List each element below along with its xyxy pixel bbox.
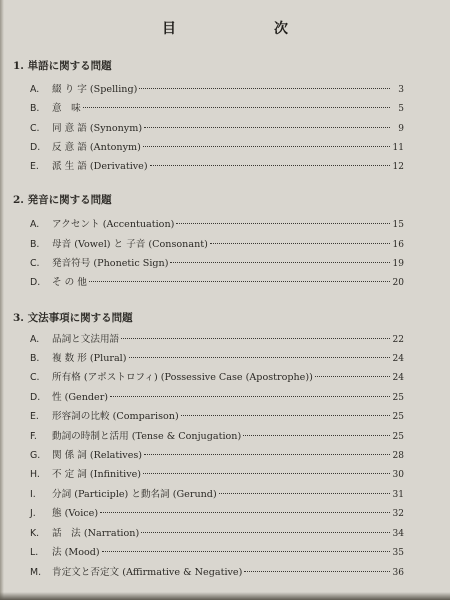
entry-page-number: 25: [392, 432, 404, 442]
leader-dots: [210, 235, 390, 244]
leader-dots: [144, 119, 390, 128]
entry-page-number: 24: [392, 354, 404, 364]
entry-title: 形容詞の比較 (Comparison): [52, 411, 179, 422]
toc-entry: [30, 158, 404, 172]
page-edge-shadow: [0, 0, 4, 600]
toc-entry: [30, 100, 404, 114]
entry-letter: L.: [30, 547, 39, 558]
entry-title: 関 係 詞 (Relatives): [52, 450, 143, 461]
entry-page-number: 25: [392, 412, 404, 422]
leader-dots: [129, 349, 391, 358]
entry-title: 品詞と文法用語: [52, 334, 120, 345]
entry-letter: E.: [30, 161, 39, 172]
entry-page-number: 5: [398, 104, 404, 114]
leader-dots: [83, 99, 390, 108]
leader-dots: [170, 254, 390, 263]
entry-title: 派 生 語 (Derivative): [52, 161, 148, 172]
toc-entry: [30, 274, 404, 288]
entry-letter: D.: [30, 392, 41, 403]
toc-entry: [30, 428, 404, 442]
entry-title: 同 意 語 (Synonym): [52, 123, 143, 134]
toc-entry: [30, 331, 404, 345]
entry-title: 分詞 (Participle) と動名詞 (Gerund): [52, 489, 217, 500]
toc-entry: [30, 350, 404, 364]
entry-letter: K.: [30, 528, 40, 539]
page-title: 目 次: [162, 21, 330, 37]
leader-dots: [143, 465, 390, 474]
entry-letter: B.: [30, 353, 40, 364]
entry-letter: C.: [30, 123, 40, 134]
entry-title: 話 法 (Narration): [52, 528, 140, 539]
entry-page-number: 19: [392, 259, 404, 269]
entry-title: 綴 り 字 (Spelling): [52, 84, 138, 95]
entry-letter: J.: [30, 508, 36, 519]
leader-dots: [181, 407, 390, 416]
entry-letter: H.: [30, 469, 40, 480]
toc-entry: [30, 525, 404, 539]
entry-title: 動詞の時制と活用 (Tense & Conjugation): [52, 431, 242, 442]
entry-page-number: 24: [392, 373, 404, 383]
toc-entry: [30, 216, 404, 230]
entry-page-number: 30: [392, 470, 404, 480]
entry-page-number: 11: [392, 143, 404, 153]
leader-dots: [139, 80, 390, 89]
entry-letter: A.: [30, 334, 40, 345]
leader-dots: [102, 543, 390, 552]
entry-letter: M.: [30, 567, 42, 578]
entry-title: 複 数 形 (Plural): [52, 353, 127, 364]
toc-entry: [30, 505, 404, 519]
entry-letter: G.: [30, 450, 41, 461]
toc-entry: [30, 120, 404, 134]
entry-title: アクセント (Accentuation): [52, 219, 175, 230]
entry-page-number: 36: [392, 568, 404, 578]
entry-letter: E.: [30, 411, 39, 422]
entry-letter: C.: [30, 372, 40, 383]
toc-entry: [30, 389, 404, 403]
toc-entry: [30, 564, 404, 578]
entry-page-number: 9: [398, 124, 404, 134]
entry-letter: F.: [30, 431, 37, 442]
entry-page-number: 3: [398, 85, 404, 95]
entry-title: そ の 他: [52, 277, 87, 288]
section-heading-1: 1. 単語に関する問題: [13, 60, 112, 72]
entry-page-number: 35: [392, 548, 404, 558]
toc-entry: [30, 408, 404, 422]
entry-title: 所有格 (アポストロフィ) (Possessive Case (Apostrophe)): [52, 372, 313, 383]
leader-dots: [141, 524, 390, 533]
entry-page-number: 22: [392, 335, 404, 345]
entry-page-number: 31: [392, 490, 404, 500]
entry-page-number: 12: [392, 162, 404, 172]
toc-entry: [30, 236, 404, 250]
toc-entry: [30, 255, 404, 269]
leader-dots: [176, 215, 390, 224]
leader-dots: [315, 368, 390, 377]
leader-dots: [143, 138, 390, 147]
entry-letter: B.: [30, 239, 40, 250]
entry-page-number: 28: [392, 451, 404, 461]
entry-page-number: 25: [392, 393, 404, 403]
entry-title: 発音符号 (Phonetic Sign): [52, 258, 169, 269]
entry-title: 態 (Voice): [52, 508, 99, 519]
entry-page-number: 16: [392, 240, 404, 250]
leader-dots: [121, 330, 390, 339]
toc-entry: [30, 81, 404, 95]
entry-letter: B.: [30, 103, 40, 114]
entry-letter: A.: [30, 219, 40, 230]
entry-title: 意 味: [52, 103, 81, 114]
toc-entry: [30, 369, 404, 383]
leader-dots: [89, 273, 390, 282]
entry-letter: I.: [30, 489, 36, 500]
leader-dots: [100, 504, 390, 513]
leader-dots: [243, 427, 390, 436]
section-heading-2: 2. 発音に関する問題: [13, 194, 112, 206]
entry-title: 母音 (Vowel) と 子音 (Consonant): [52, 239, 208, 250]
entry-letter: A.: [30, 84, 40, 95]
entry-title: 反 意 語 (Antonym): [52, 142, 141, 153]
leader-dots: [110, 388, 390, 397]
entry-letter: D.: [30, 142, 41, 153]
toc-entry: [30, 447, 404, 461]
leader-dots: [244, 563, 390, 572]
entry-title: 性 (Gender): [52, 392, 109, 403]
entry-page-number: 34: [392, 529, 404, 539]
leader-dots: [150, 157, 390, 166]
page-bottom-shadow: [0, 592, 450, 600]
leader-dots: [144, 446, 390, 455]
entry-title: 肯定文と否定文 (Affirmative & Negative): [52, 567, 243, 578]
entry-letter: C.: [30, 258, 40, 269]
toc-entry: [30, 466, 404, 480]
entry-title: 不 定 詞 (Infinitive): [52, 469, 142, 480]
entry-title: 法 (Mood): [52, 547, 100, 558]
toc-entry: [30, 139, 404, 153]
entry-page-number: 32: [392, 509, 404, 519]
section-heading-3: 3. 文法事項に関する問題: [13, 312, 133, 324]
toc-entry: [30, 544, 404, 558]
toc-entry: [30, 486, 404, 500]
leader-dots: [219, 485, 390, 494]
entry-page-number: 15: [392, 220, 404, 230]
entry-letter: D.: [30, 277, 41, 288]
entry-page-number: 20: [392, 278, 404, 288]
